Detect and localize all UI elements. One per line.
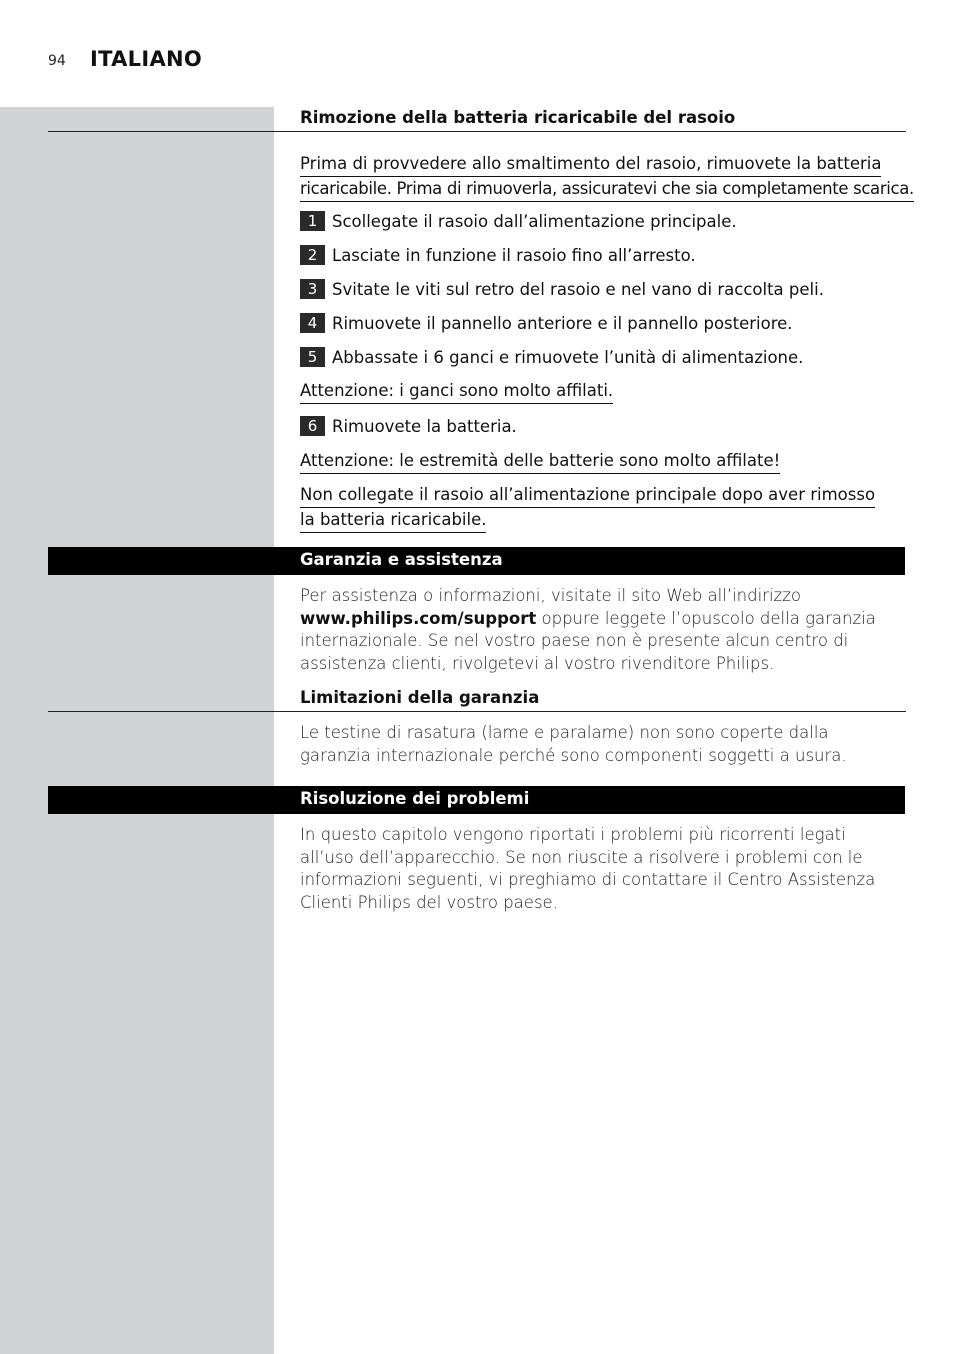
limitations-paragraph: Le testine di rasatura (lame e paralame) non sono coperte dalla garanzia internazionale perché sono componenti soggetti a usura.: [300, 723, 847, 765]
battery-intro-line-1: Prima di provvedere allo smaltimento del rasoio, rimuovete la batteria: [300, 152, 881, 177]
step-text: Svitate le viti sul retro del rasoio e nel vano di raccolta peli.: [332, 279, 824, 299]
limitations-title: Limitazioni della garanzia: [300, 688, 540, 707]
step-text: Scollegate il rasoio dall’alimentazione principale.: [332, 211, 737, 231]
step-text: Rimuovete il pannello anteriore e il pannello posteriore.: [332, 313, 793, 333]
support-link[interactable]: www.philips.com/support: [300, 608, 537, 628]
warranty-section-bar: [48, 547, 905, 575]
troubleshooting-paragraph: In questo capitolo vengono riportati i problemi più ricorrenti legati all’uso dell’apparecchio. Se non riuscite a risolvere i problemi con le informazioni seguenti, vi preghiamo di contattare il Centro Assistenza Clienti Philips del vostro paese.: [300, 825, 876, 912]
step-text: Abbassate i 6 ganci e rimuovete l’unità di alimentazione.: [332, 347, 804, 367]
step-number: 6: [300, 416, 325, 436]
step-number: 1: [300, 211, 325, 231]
step-number: 2: [300, 245, 325, 265]
step-item: [300, 211, 737, 231]
battery-section-title: Rimozione della batteria ricaricabile del rasoio: [300, 108, 736, 127]
caution-edges: Attenzione: le estremità delle batterie sono molto affilate!: [300, 449, 780, 474]
step-item: [300, 416, 517, 436]
page-number: 94: [48, 53, 66, 69]
step-text: Lasciate in funzione il rasoio fino all’arresto.: [332, 245, 696, 265]
caution-hooks: Attenzione: i ganci sono molto affilati.: [300, 379, 613, 404]
troubleshooting-section-bar: [48, 786, 905, 814]
step-item: [300, 279, 824, 299]
step-text: Rimuovete la batteria.: [332, 416, 517, 436]
warning-line-2: la batteria ricaricabile.: [300, 508, 486, 533]
section-divider: [48, 711, 906, 712]
left-margin-column: [0, 107, 274, 1354]
step-item: [300, 313, 793, 333]
step-number: 4: [300, 313, 325, 333]
battery-intro: [300, 152, 914, 202]
troubleshooting-section-title: Risoluzione dei problemi: [300, 789, 530, 808]
warning-note: [300, 483, 875, 533]
step-number: 3: [300, 279, 325, 299]
step-item: [300, 347, 803, 367]
warranty-section-title: Garanzia e assistenza: [300, 550, 503, 569]
language-heading: ITALIANO: [90, 47, 203, 71]
battery-intro-line-2: ricaricabile. Prima di rimuoverla, assicuratevi che sia completamente scarica.: [300, 177, 914, 202]
step-item: [300, 245, 696, 265]
warning-line-1: Non collegate il rasoio all’alimentazione principale dopo aver rimosso: [300, 483, 875, 508]
section-divider: [48, 131, 906, 132]
step-number: 5: [300, 347, 325, 367]
warranty-paragraph: Per assistenza o informazioni, visitate il sito Web all’indirizzo www.philips.com/support oppure leggete l’opuscolo della garanzia internazionale. Se nel vostro paese non è presente alcun centro di assistenza clienti, rivolgetevi al vostro rivenditore Philips.: [300, 586, 876, 673]
